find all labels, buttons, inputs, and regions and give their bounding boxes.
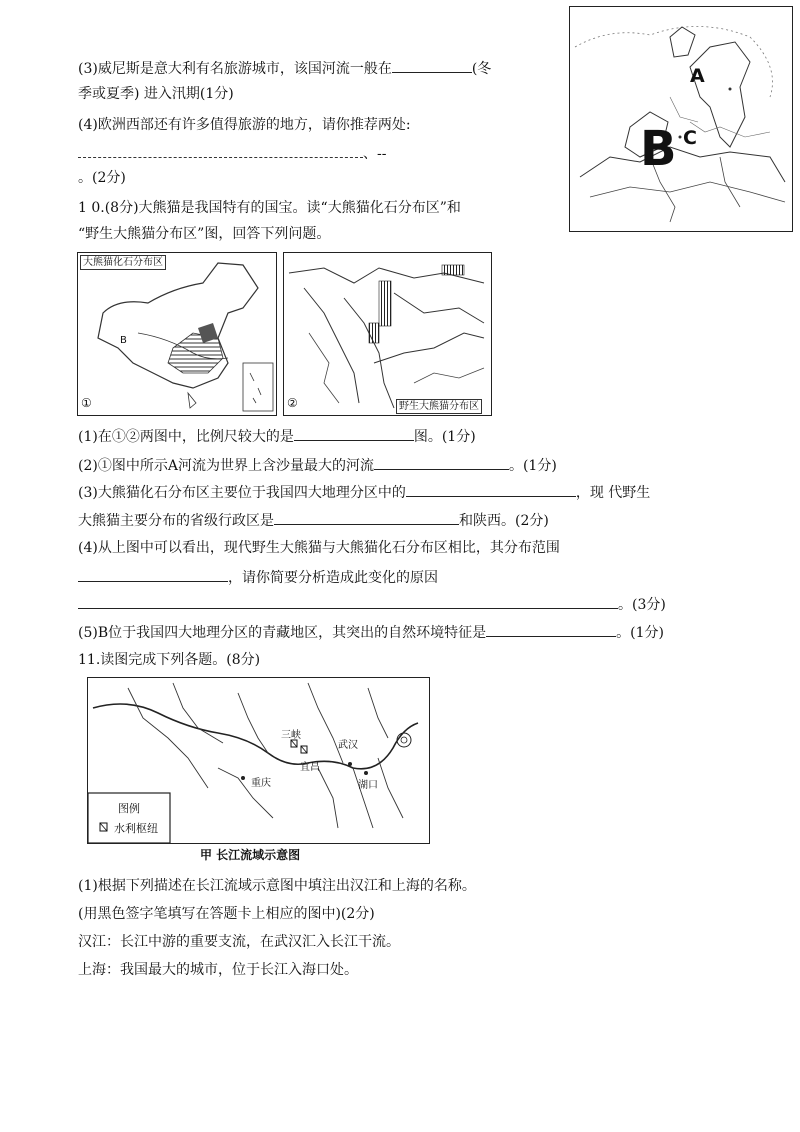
q10-answer-blank-4b[interactable] — [78, 594, 618, 609]
q9-answer-blank-3[interactable] — [392, 58, 472, 73]
wild-panda-map-number: ② — [287, 396, 298, 410]
q10-sub-5-text: (5)B位于我国四大地理分区的青藏地区，其突出的自然环境特征是 — [78, 625, 487, 641]
q10-sub-2 — [78, 455, 557, 476]
q10-answer-blank-4a[interactable] — [78, 567, 228, 582]
q11-hanjiang: 汉江：长江中游的重要支流，在武汉汇入长江干流。 — [78, 934, 400, 950]
europe-map-label-c: C — [683, 127, 697, 149]
q10-sub-3-tail: 和陕西。(2分) — [459, 513, 549, 529]
q11-sub-1: (1)根据下列描述在长江流域示意图中填注出汉江和上海的名称。 — [78, 878, 476, 894]
q10-sub-3-text: (3)大熊猫化石分布区主要位于我国四大地理分区中的 — [78, 485, 406, 501]
q9-line-3-tail: (冬 — [471, 61, 492, 77]
q10-sub-3 — [78, 482, 650, 503]
yangtze-label-wuhan: 武汉 — [338, 740, 358, 751]
q10-sub-3-mid: ，现 代野生 — [575, 485, 651, 501]
yangtze-label-hukou: 湖口 — [358, 780, 378, 791]
wild-panda-map — [283, 252, 492, 416]
panda-fossil-map-label-b: B — [120, 335, 127, 346]
q10-sub-3-cont — [78, 510, 549, 531]
yangtze-label-sanxia: 三峡 — [281, 730, 301, 741]
q10-sub-4: (4)从上图中可以看出，现代野生大熊猫与大熊猫化石分布区相比，其分布范围 — [78, 540, 560, 556]
q11-shanghai: 上海：我国最大的城市，位于长江入海口处。 — [78, 962, 358, 978]
q10-sub-5-tail: 。(1分) — [616, 625, 664, 641]
q9-answer-sep: 、-- — [363, 146, 387, 162]
q10-sub-1-text: (1)在①②两图中，比例尺较大的是 — [78, 429, 294, 445]
wild-panda-map-drawing — [284, 253, 491, 415]
yangtze-label-chongqing: 重庆 — [251, 778, 271, 789]
yangtze-legend-item: 水利枢纽 — [114, 822, 158, 835]
yangtze-map-drawing — [88, 678, 429, 843]
q9-line-3-cont: 季或夏季) 进入汛期(1分) — [78, 86, 234, 102]
europe-map-label-b: B — [640, 121, 677, 177]
q10-intro-2: “野生大熊猫分布区”图，回答下列问题。 — [78, 226, 331, 242]
europe-map — [569, 6, 793, 232]
q10-sub-4-cont-text: ，请你简要分析造成此变化的原因 — [228, 570, 438, 586]
q10-intro-1: 1 0.(8分)大熊猫是我国特有的国宝。读“大熊猫化石分布区”和 — [78, 200, 461, 216]
wild-panda-map-title: 野生大熊猫分布区 — [396, 399, 482, 414]
panda-fossil-map-number: ① — [81, 396, 92, 410]
europe-map-label-a: A — [690, 65, 705, 87]
q9-line-4-score: 。(2分) — [78, 170, 126, 186]
yangtze-map-caption: 甲 长江流域示意图 — [200, 848, 301, 862]
q9-line-4-answer — [78, 144, 386, 164]
q10-answer-blank-3b[interactable] — [274, 510, 459, 525]
q10-sub-1 — [78, 426, 476, 447]
q9-line-4: (4)欧洲西部还有许多值得旅游的地方，请你推荐两处: — [78, 117, 411, 133]
q11-sub-1-note: (用黑色签字笔填写在答题卡上相应的图中)(2分) — [78, 906, 375, 922]
yangtze-label-yichang: 宜昌 — [300, 762, 320, 773]
q10-sub-2-tail: 。(1分) — [508, 458, 557, 474]
q9-line-3 — [78, 58, 491, 79]
q10-sub-4-score: 。(3分) — [618, 597, 666, 613]
europe-map-drawing — [570, 7, 792, 231]
panda-fossil-map-title: 大熊猫化石分布区 — [80, 255, 166, 270]
yangtze-legend-title: 图例 — [118, 802, 140, 815]
q10-answer-blank-1[interactable] — [294, 426, 414, 441]
panda-fossil-map — [77, 252, 277, 416]
q10-answer-blank-2[interactable] — [374, 455, 509, 470]
q10-sub-5 — [78, 622, 664, 643]
panda-fossil-map-drawing — [78, 253, 276, 415]
q10-answer-blank-3a[interactable] — [406, 482, 576, 497]
q10-sub-4-cont — [78, 567, 438, 588]
q10-sub-2-text: (2)①图中所示A河流为世界上含沙量最大的河流 — [78, 458, 374, 474]
q10-sub-4-answer — [78, 594, 666, 615]
q9-answer-blank-4a[interactable] — [78, 145, 363, 158]
yangtze-map — [87, 677, 430, 844]
q9-line-3-text: (3)威尼斯是意大利有名旅游城市，该国河流一般在 — [78, 61, 392, 77]
q10-answer-blank-5[interactable] — [486, 622, 616, 637]
q10-sub-1-tail: 图。(1分) — [413, 429, 476, 445]
q11-intro: 11.读图完成下列各题。(8分) — [78, 652, 261, 668]
q10-sub-3-cont-text: 大熊猫主要分布的省级行政区是 — [78, 513, 274, 529]
